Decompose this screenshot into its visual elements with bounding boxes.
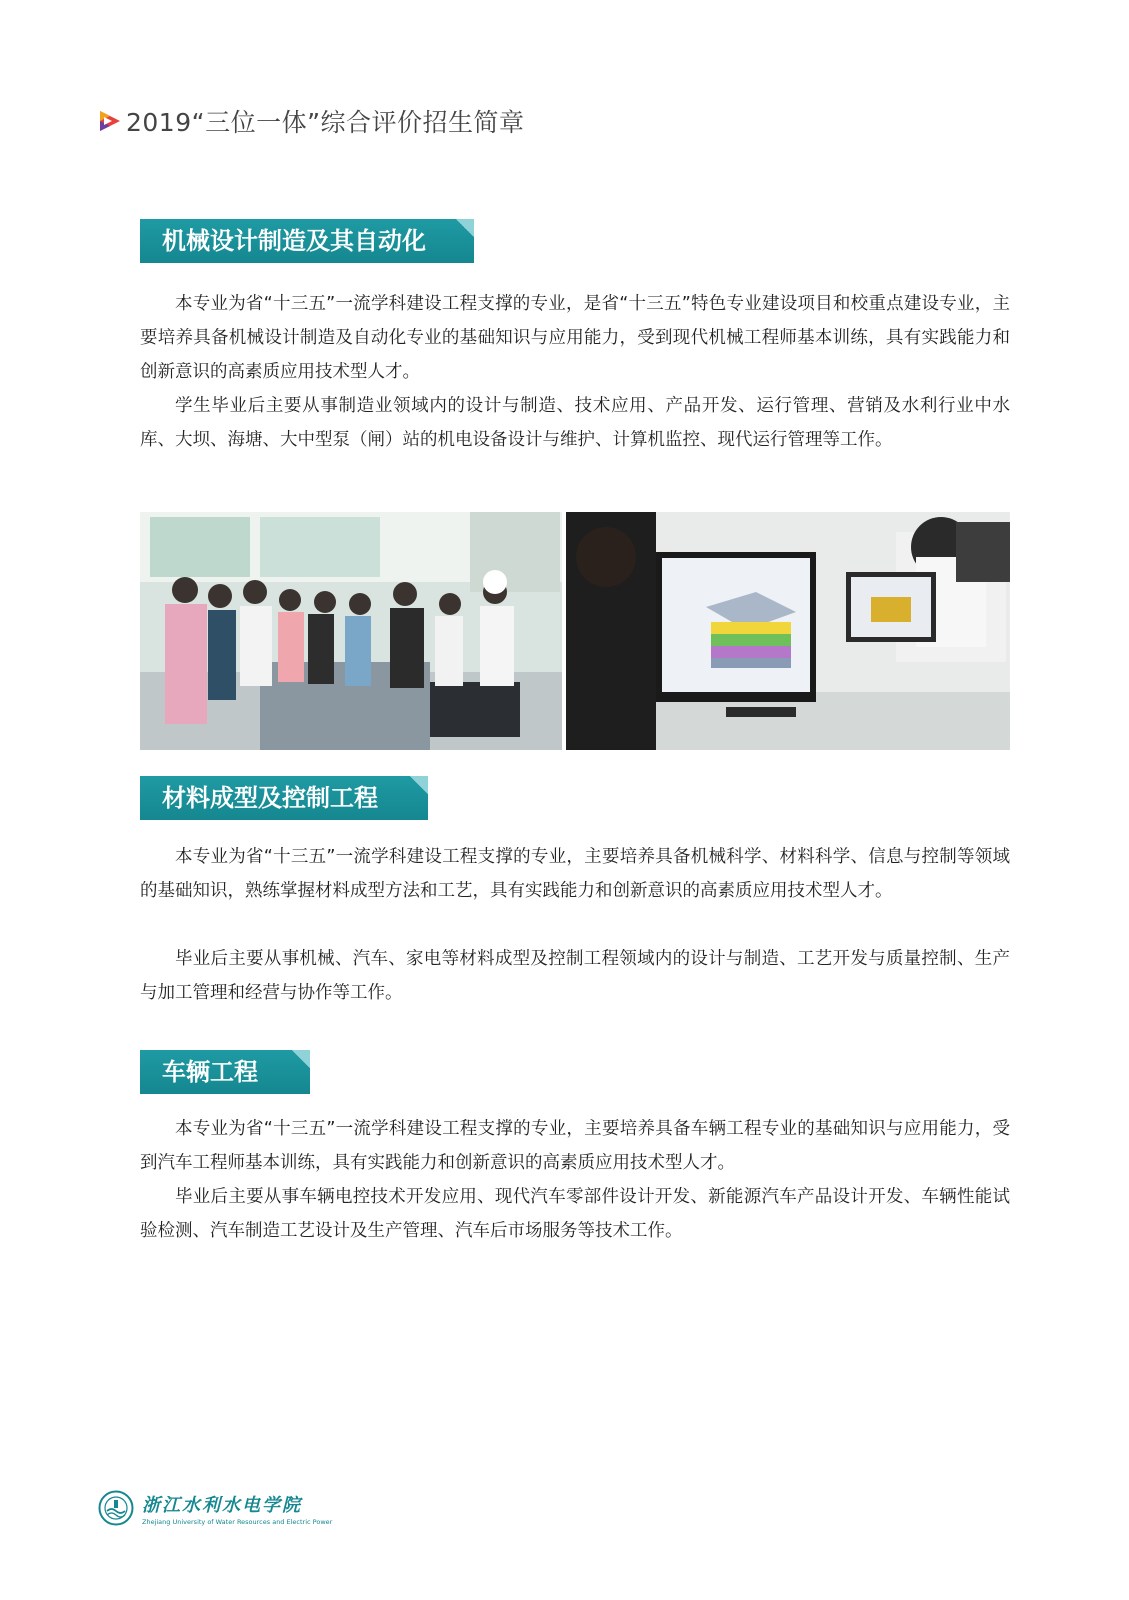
school-name-en: Zhejiang University of Water Resources and Electric Power — [142, 1517, 333, 1526]
lab-students-photo — [140, 512, 562, 750]
header-title: 2019“三位一体”综合评价招生简章 — [126, 108, 525, 137]
paragraph: 学生毕业后主要从事制造业领域内的设计与制造、技术应用、产品开发、运行管理、营销及水利行业中水库、大坝、海塘、大中型泵（闸）站的机电设备设计与维护、计算机监控、现代运行管理等工作。 — [140, 396, 1010, 450]
paragraph: 本专业为省“十三五”一流学科建设工程支撑的专业，主要培养具备车辆工程专业的基础知识与应用能力，受到汽车工程师基本训练，具有实践能力和创新意识的高素质应用技术型人才。 — [140, 1119, 1010, 1173]
cad-computer-photo — [566, 512, 1010, 750]
section-title-mechanical: 机械设计制造及其自动化 — [140, 219, 474, 263]
paragraph: 毕业后主要从事机械、汽车、家电等材料成型及控制工程领域内的设计与制造、工艺开发与质量控制、生产与加工管理和经营与协作等工作。 — [140, 949, 1010, 1003]
paragraph: 本专业为省“十三五”一流学科建设工程支撑的专业，是省“十三五”特色专业建设项目和校重点建设专业，主要培养具备机械设计制造及自动化专业的基础知识与应用能力，受到现代机械工程师基本训练，具有实践能力和创新意识的高素质应用技术型人才。 — [140, 294, 1010, 382]
play-triangle-logo-icon — [98, 109, 122, 133]
paragraph: 毕业后主要从事车辆电控技术开发应用、现代汽车零部件设计开发、新能源汽车产品设计开发、车辆性能试验检测、汽车制造工艺设计及生产管理、汽车后市场服务等技术工作。 — [140, 1187, 1010, 1241]
page-footer — [98, 1490, 332, 1526]
section-title-materials: 材料成型及控制工程 — [140, 776, 428, 820]
section-title-vehicle: 车辆工程 — [140, 1050, 310, 1094]
school-name-cn: 浙江水利水电学院 — [142, 1494, 302, 1516]
paragraph: 本专业为省“十三五”一流学科建设工程支撑的专业，主要培养具备机械科学、材料科学、信息与控制等领域的基础知识，熟练掌握材料成型方法和工艺，具有实践能力和创新意识的高素质应用技术型人才。 — [140, 847, 1010, 901]
photo-strip — [140, 512, 1010, 750]
page-header — [98, 104, 525, 138]
school-seal-icon — [98, 1490, 134, 1526]
